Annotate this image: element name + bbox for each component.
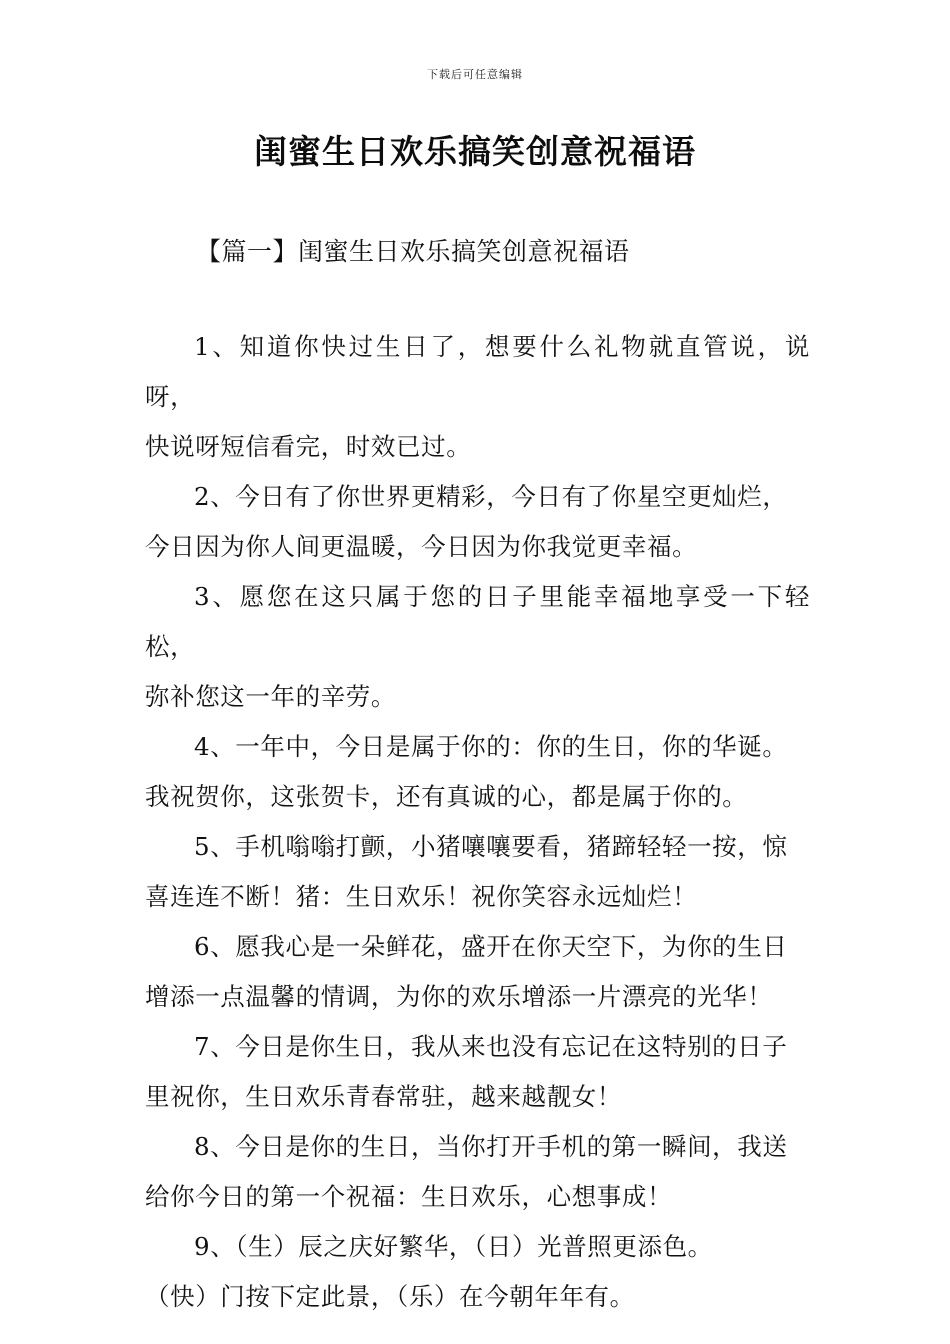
header-note: 下载后可任意编辑 [427, 68, 523, 81]
paragraph-line: 给你今日的第一个祝福：生日欢乐，心想事成！ [145, 1182, 673, 1211]
paragraph-line: 5、手机嗡嗡打颤，小猪嚷嚷要看，猪蹄轻轻一按，惊 [194, 832, 788, 861]
paragraph-5 [145, 822, 810, 922]
paragraph-line: 3、愿您在这只属于您的日子里能幸福地享受一下轻松， [145, 582, 810, 661]
paragraph-line: 2、今日有了你世界更精彩，今日有了你星空更灿烂， [194, 482, 788, 511]
body-text [145, 322, 810, 1322]
paragraph-line: 我祝贺你，这张贺卡，还有真诚的心，都是属于你的。 [145, 782, 748, 811]
paragraph-line: 1、知道你快过生日了，想要什么礼物就直管说，说呀， [145, 332, 810, 411]
paragraph-line: 6、愿我心是一朵鲜花，盛开在你天空下，为你的生日 [194, 932, 788, 961]
section-heading: 【篇一】闺蜜生日欢乐搞笑创意祝福语 [196, 237, 630, 266]
paragraph-line: 7、今日是你生日，我从来也没有忘记在这特别的日子 [194, 1032, 788, 1061]
paragraph-line: 9、（生）辰之庆好繁华，（日）光普照更添色。 [194, 1232, 713, 1261]
paragraph-4 [145, 722, 810, 822]
paragraph-line: 里祝你，生日欢乐青春常驻，越来越靓女！ [145, 1082, 622, 1111]
paragraph-line: 8、今日是你的生日，当你打开手机的第一瞬间，我送 [194, 1132, 788, 1161]
paragraph-line: 快说呀短信看完，时效已过。 [145, 432, 472, 461]
paragraph-line: 4、一年中，今日是属于你的：你的生日，你的华诞。 [194, 732, 788, 761]
paragraph-3 [145, 572, 810, 722]
paragraph-6 [145, 922, 810, 1022]
paragraph-2 [145, 472, 810, 572]
paragraph-7 [145, 1022, 810, 1122]
paragraph-9 [145, 1222, 810, 1322]
document-title: 闺蜜生日欢乐搞笑创意祝福语 [254, 132, 696, 171]
paragraph-1 [145, 322, 810, 472]
paragraph-line: 今日因为你人间更温暖，今日因为你我觉更幸福。 [145, 532, 698, 561]
paragraph-line: 弥补您这一年的辛劳。 [145, 682, 396, 711]
paragraph-line: 增添一点温馨的情调，为你的欢乐增添一片漂亮的光华！ [145, 982, 773, 1011]
paragraph-8 [145, 1122, 810, 1222]
paragraph-line: 喜连连不断！猪：生日欢乐！祝你笑容永远灿烂！ [145, 882, 698, 911]
paragraph-line: （快）门按下定此景，（乐）在今朝年年有。 [145, 1282, 635, 1311]
